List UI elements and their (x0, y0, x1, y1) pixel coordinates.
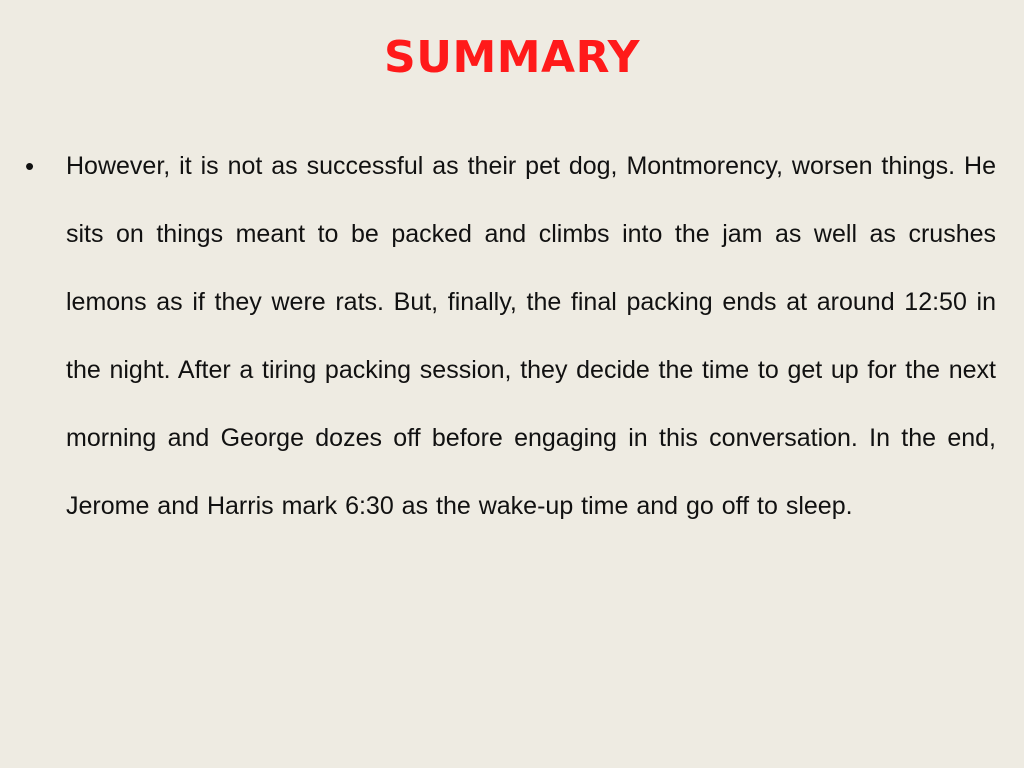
slide-title: SUMMARY (384, 32, 640, 83)
bullet-item (0, 132, 1024, 540)
bullet-list (0, 132, 1024, 540)
bullet-text: However, it is not as successful as their pet dog, Montmorency, worsen things. He sits on things meant to be packed and climbs into the jam as well as crushes lemons as if they were rats. But, finally, the final packing ends at around 12:50 in the night. After a tiring packing session, they decide the time to get up for the next morning and George dozes off before engaging in this conversation. In the end, Jerome and Harris mark 6:30 as the wake-up time and go off to sleep. (66, 152, 996, 520)
bullet-marker: • (25, 151, 35, 181)
